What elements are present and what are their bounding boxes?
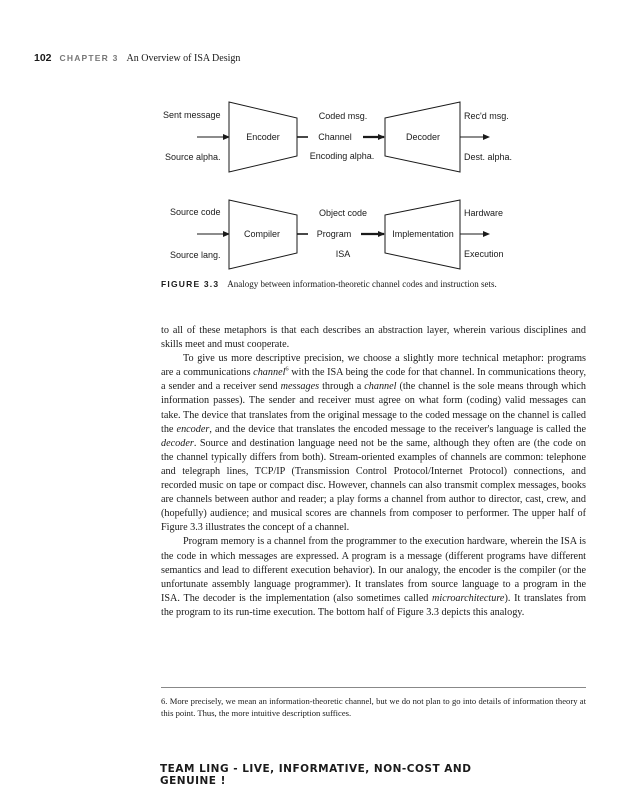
compiler-label: Compiler: [243, 229, 281, 239]
term-microarchitecture: microarchitecture: [432, 592, 505, 604]
footnote-divider: [161, 687, 586, 688]
page-number: 102: [34, 52, 52, 64]
term-messages: messages: [280, 381, 320, 393]
hardware-label: Hardware: [464, 208, 504, 218]
source-lang-label: Source lang.: [170, 250, 221, 260]
paragraph-3: Program memory is a channel from the programmer to the execution hardware, wherein the ISA is the code in which messages are expressed. A program is a message (different programs have different semantics and lead to different execution behavior). In our analogy, the encoder is the compiler (or the unfortunate assembly language programmer). It translates from source language to a program in the ISA. The decoder is the implementation (also sometimes called microarchitecture). It translates from the program to its run-time execution. The bottom half of Figure 3.3 depicts this analogy.: [161, 536, 586, 618]
figure-caption: [161, 278, 601, 290]
channel-label: Channel: [318, 132, 352, 142]
body-text: [161, 324, 586, 620]
decoder-label: Decoder: [405, 132, 441, 142]
coded-msg-label: Coded msg.: [318, 111, 368, 121]
object-code-label: Object code: [318, 208, 368, 218]
watermark-text: TEAM LING - LIVE, INFORMATIVE, NON-COST AND GENUINE !: [160, 763, 472, 787]
received-msg-label: Rec'd msg.: [464, 111, 509, 121]
paragraph-1: to all of these metaphors is that each describes an abstraction layer, wherein various disciplines and skills meet and must cooperate.: [161, 325, 586, 351]
term-decoder: decoder: [161, 437, 194, 449]
channel-row-bottom: [170, 200, 504, 269]
sent-message-label: Sent message: [163, 110, 221, 120]
chapter-title: An Overview of ISA Design: [126, 53, 241, 64]
caption-text: Analogy between information-theoretic channel codes and instruction sets.: [227, 279, 497, 289]
term-encoder: encoder: [176, 423, 210, 435]
source-code-label: Source code: [170, 207, 221, 217]
figure-label: FIGURE 3.3: [161, 279, 220, 289]
execution-label: Execution: [464, 249, 504, 259]
isa-label: ISA: [335, 249, 351, 259]
term-channel-2: channel: [364, 381, 397, 393]
implementation-label: Implementation: [392, 229, 454, 239]
footnote-ref: 6: [285, 365, 289, 373]
channel-row-top: [163, 102, 512, 172]
encoder-label: Encoder: [246, 132, 280, 142]
dest-alphabet-label: Dest. alpha.: [464, 152, 513, 162]
figure-3-3-diagram: [0, 0, 635, 290]
paragraph-2: To give us more descriptive precision, we choose a slightly more technical metaphor: programs are a communications channel$^6$ with the ISA being the code for that channel. In communications theory, a sender and a receiver send messages through a channel (the channel is the sole means through which information passes). The sender and receiver must agree on what form (coding) valid messages can take. The device that translates from the original message to the coded message on the channel is called the encoder, and the device that translates the encoded message to the receiver's language is called the decoder. Source and destination language need not be the same, although they often are (the code on the channel typically differs from both). Stream-oriented examples of channels are common: telephone and telegraph lines, TCP/IP (Transmission Control Protocol/Internet Protocol) connections, and recorded music on tape or compact disc. However, channels can also transmit complex messages, books are channels between author and reader; a play forms a channel from author to director, cast, crew, and (hopefully) audience; and musical scores are channels from composer to performer. The upper half of Figure 3.3 illustrates the concept of a channel.: [161, 353, 587, 534]
program-label: Program: [316, 229, 352, 239]
encoding-alphabet-label: Encoding alpha.: [309, 151, 375, 161]
chapter-label: CHAPTER 3: [59, 53, 119, 63]
source-alphabet-label: Source alpha.: [165, 152, 221, 162]
footnote: 6. More precisely, we mean an information-theoretic channel, but we do not plan to go into details of information theory at this point. Thus, the more intuitive description suffices.: [161, 696, 586, 718]
term-channel: channel: [253, 367, 286, 379]
